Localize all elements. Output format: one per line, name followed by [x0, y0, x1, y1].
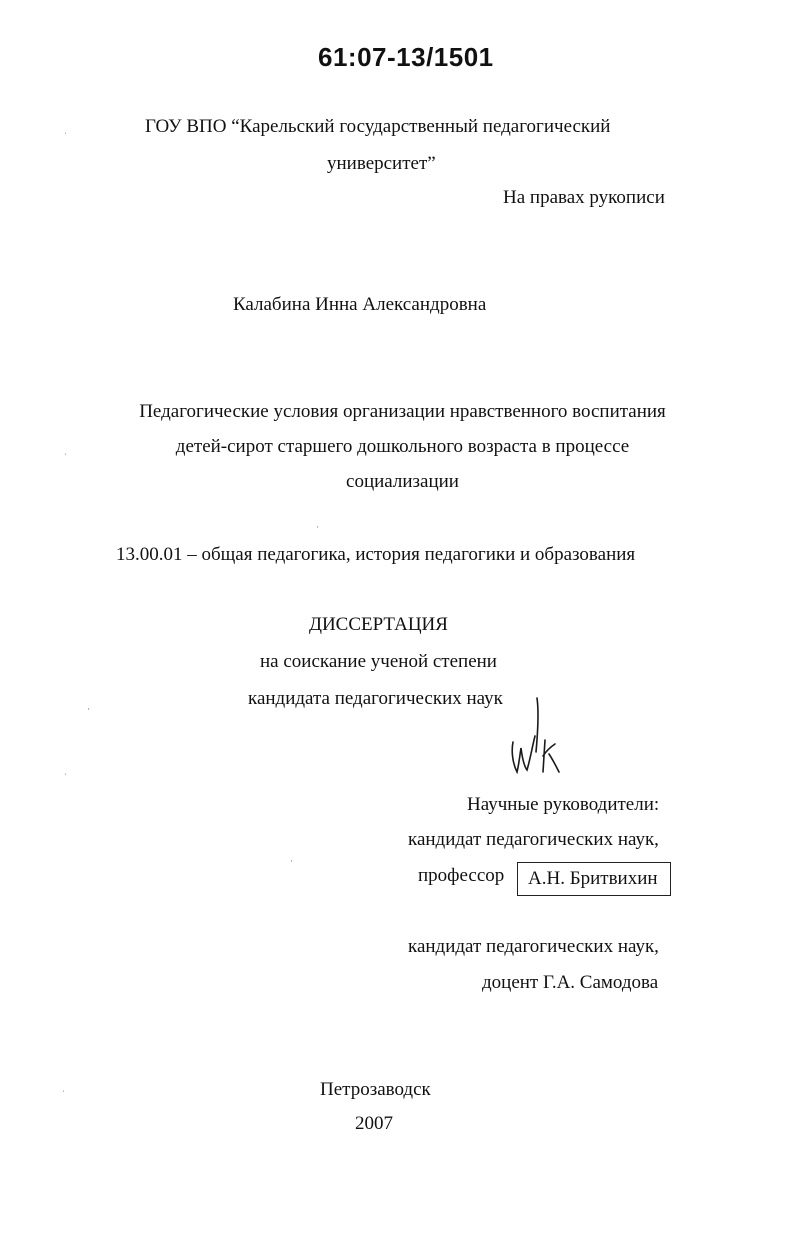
specialty-code: 13.00.01 – общая педагогика, история педагогики и образования	[116, 544, 636, 565]
city: Петрозаводск	[320, 1079, 431, 1100]
scan-speck: ˌ	[62, 1082, 65, 1092]
institution-line-2: университет”	[327, 153, 436, 174]
supervisor-2-title-name: доцент Г.А. Самодова	[482, 972, 659, 993]
title-line-1: Педагогические условия организации нравственного воспитания	[139, 401, 666, 422]
scan-speck: ˌ	[64, 445, 67, 455]
scan-speck: ·	[290, 856, 293, 866]
title-line-3: социализации	[346, 471, 459, 492]
supervisor-1-degree: кандидат педагогических наук,	[408, 829, 659, 850]
scan-speck: ˌ	[64, 124, 67, 134]
title-line-2: детей-сирот старшего дошкольного возраста в процессе	[175, 436, 630, 457]
handwritten-signature	[505, 690, 575, 790]
year: 2007	[355, 1113, 393, 1134]
degree-line-2: кандидата педагогических наук	[248, 688, 503, 709]
scan-speck: ˌ	[64, 765, 67, 775]
supervisors-heading: Научные руководители:	[467, 794, 660, 815]
rights-notice: На правах рукописи	[503, 187, 665, 208]
scan-speck: ·	[87, 704, 90, 714]
author-name: Калабина Инна Александровна	[233, 294, 487, 315]
supervisor-1-title: профессор	[418, 865, 505, 886]
degree-line-1: на соискание ученой степени	[260, 651, 497, 672]
document-type: ДИССЕРТАЦИЯ	[309, 614, 448, 635]
scan-speck: ·	[316, 522, 319, 532]
supervisor-2-degree: кандидат педагогических наук,	[408, 936, 659, 957]
institution-line-1: ГОУ ВПО “Карельский государственный педагогический	[145, 116, 611, 137]
supervisor-1-name: А.Н. Бритвихин	[528, 868, 658, 889]
archive-code: 61:07-13/1501	[318, 42, 494, 72]
